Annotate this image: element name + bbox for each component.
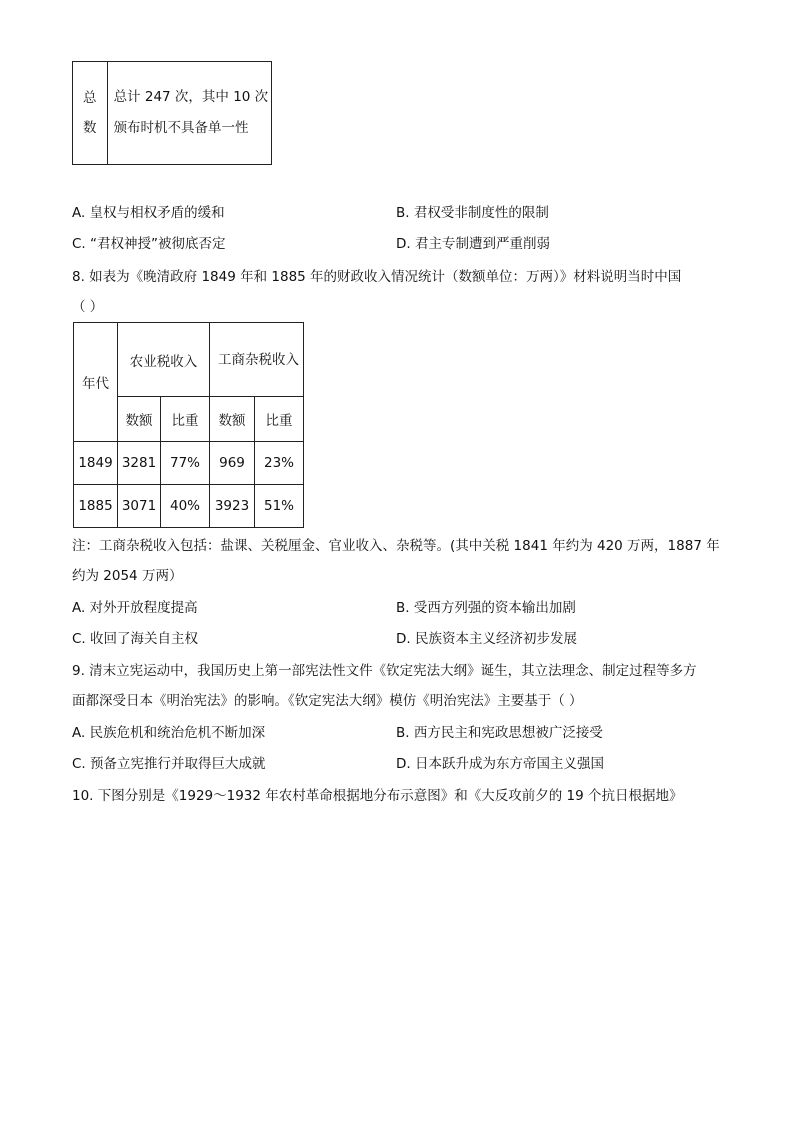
q8-stem-line1: 8. 如表为《晚清政府 1849 年和 1885 年的财政收入情况统计（数额单位：万两）》材料说明当时中国 (72, 269, 682, 285)
table-row (74, 485, 304, 528)
q8-note-line2: 约为 2054 万两） (72, 568, 183, 584)
q9-option-d[interactable]: D. 日本跃升成为东方帝国主义强国 (396, 756, 604, 772)
q8-row1-biz-ratio: 23% (255, 442, 304, 485)
q10-stem-line1: 10. 下图分别是《1929～1932 年农村革命根据地分布示意图》和《大反攻前夕的 19 个抗日根据地》 (72, 788, 683, 804)
q8-row1-year: 1849 (74, 442, 118, 485)
q8-row1-agri-ratio: 77% (161, 442, 210, 485)
q8-row2-biz-ratio: 51% (255, 485, 304, 528)
q8-sub-biz-amount: 数额 (210, 397, 255, 442)
q8-row1-agri-amount: 3281 (118, 442, 161, 485)
q8-stem-line2: （ ） (72, 299, 104, 315)
q9-stem-line1: 9. 清末立宪运动中，我国历史上第一部宪法性文件《钦定宪法大纲》诞生，其立法理念、制定过程等多方 (72, 663, 697, 679)
q8-row2-year: 1885 (74, 485, 118, 528)
q8-row1-biz-amount: 969 (210, 442, 255, 485)
q8-table (73, 322, 304, 528)
table-row (74, 442, 304, 485)
q7-table-label-char2: 数 (83, 120, 97, 136)
q7-table-label-char1: 总 (83, 90, 97, 106)
q7-table (72, 61, 272, 165)
q7-option-a[interactable]: A. 皇权与相权矛盾的缓和 (72, 205, 225, 221)
q8-sub-agri-ratio: 比重 (161, 397, 210, 442)
q8-sub-agri-amount: 数额 (118, 397, 161, 442)
q7-option-d[interactable]: D. 君主专制遭到严重削弱 (396, 236, 550, 252)
q8-sub-biz-ratio: 比重 (255, 397, 304, 442)
q8-row2-agri-ratio: 40% (161, 485, 210, 528)
q8-option-c[interactable]: C. 收回了海关自主权 (72, 631, 199, 647)
q9-stem-line2: 面都深受日本《明治宪法》的影响。《钦定宪法大纲》模仿《明治宪法》主要基于（ ） (72, 693, 583, 709)
q8-row2-agri-amount: 3071 (118, 485, 161, 528)
q9-option-c[interactable]: C. 预备立宪推行并取得巨大成就 (72, 756, 266, 772)
q9-option-b[interactable]: B. 西方民主和宪政思想被广泛接受 (396, 725, 603, 741)
q9-option-a[interactable]: A. 民族危机和统治危机不断加深 (72, 725, 266, 741)
q7-option-c[interactable]: C. “君权神授”被彻底否定 (72, 236, 226, 252)
q8-option-d[interactable]: D. 民族资本主义经济初步发展 (396, 631, 577, 647)
q8-option-a[interactable]: A. 对外开放程度提高 (72, 600, 198, 616)
q8-col-agri: 农业税收入 (118, 323, 210, 397)
q7-option-b[interactable]: B. 君权受非制度性的限制 (396, 205, 549, 221)
q7-table-label (73, 62, 108, 165)
q8-option-b[interactable]: B. 受西方列强的资本输出加剧 (396, 600, 576, 616)
q7-table-content: 总计 247 次，其中 10 次颁布时机不具备单一性 (107, 62, 271, 165)
q8-col-year: 年代 (74, 323, 118, 442)
q8-note-line1: 注：工商杂税收入包括：盐课、关税厘金、官业收入、杂税等。(其中关税 1841 年约为 420 万两，1887 年 (72, 538, 720, 554)
q8-col-biz: 工商杂税收入 (210, 323, 304, 397)
q8-row2-biz-amount: 3923 (210, 485, 255, 528)
